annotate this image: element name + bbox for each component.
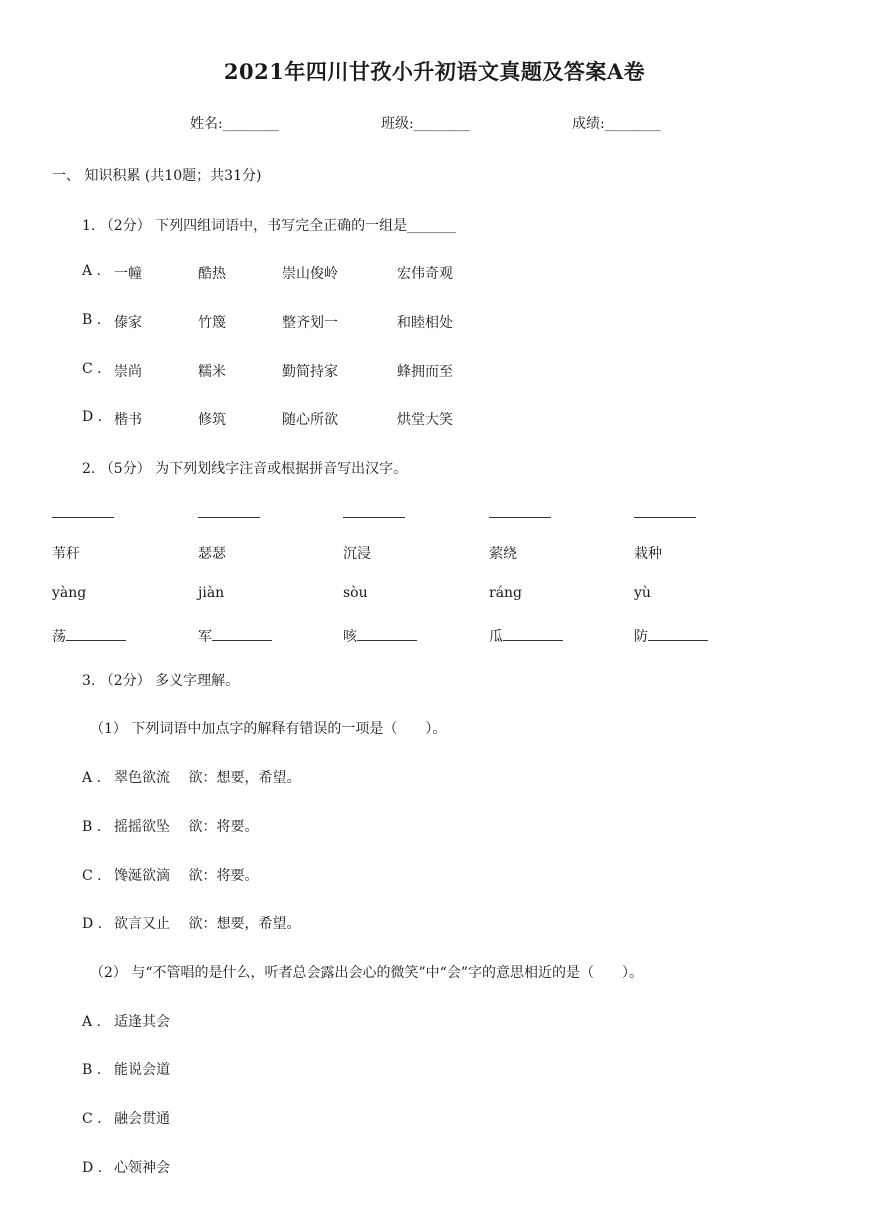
fill-blank	[503, 628, 563, 641]
q2-fill-item	[52, 626, 126, 646]
answer-blank-line	[634, 517, 696, 518]
class-field-label: 班级:________	[381, 116, 470, 132]
option-text: 能说会道	[114, 1062, 170, 1078]
fill-prefix: 军	[198, 629, 212, 645]
fill-blank	[212, 628, 272, 641]
option-word: 宏伟奇观	[397, 266, 453, 282]
answer-blank-line	[489, 517, 551, 518]
option-letter: C .	[82, 361, 102, 377]
q2-word: 萦绕	[489, 546, 517, 562]
option-word: 竹篾	[198, 315, 226, 331]
fill-prefix: 荡	[52, 629, 66, 645]
fill-blank	[66, 628, 126, 641]
option-word: 烘堂大笑	[397, 412, 453, 428]
q2-pinyin: sòu	[343, 585, 368, 601]
q3-sub2-option-c	[82, 1108, 170, 1128]
q2-word: 栽种	[634, 546, 662, 562]
answer-blank-line	[198, 517, 260, 518]
name-field-label: 姓名:________	[190, 116, 279, 132]
q3-sub1-option-a	[82, 767, 300, 787]
answer-blank-line	[343, 517, 405, 518]
fill-prefix: 咳	[343, 629, 357, 645]
q3-sub1-option-b	[82, 816, 258, 836]
q3-sub1-stem: （1） 下列词语中加点字的解释有错误的一项是（ ）。	[90, 721, 447, 737]
option-text: 馋涎欲滴 欲：将要。	[114, 868, 259, 884]
option-letter: B .	[82, 312, 102, 328]
fill-prefix: 瓜	[489, 629, 503, 645]
option-letter: D .	[82, 916, 103, 932]
q2-stem: 2. （5分） 为下列划线字注音或根据拼音写出汉字。	[82, 461, 408, 477]
option-text: 心领神会	[114, 1160, 170, 1176]
q2-pinyin: yàng	[52, 585, 87, 601]
q3-sub1-option-c	[82, 865, 258, 885]
option-letter: A .	[82, 263, 102, 279]
q2-fill-item	[634, 626, 708, 646]
fill-blank	[648, 628, 708, 641]
q2-word: 瑟瑟	[198, 546, 226, 562]
section-heading: 一、 知识积累 (共10题；共31分)	[52, 168, 262, 184]
option-letter: B .	[82, 819, 102, 835]
q2-fill-item	[489, 626, 563, 646]
option-word: 整齐划一	[282, 315, 338, 331]
fill-prefix: 防	[634, 629, 648, 645]
option-word: 酷热	[198, 266, 226, 282]
option-letter: D .	[82, 409, 103, 425]
page-title: 2021年四川甘孜小升初语文真题及答案A卷	[223, 59, 646, 84]
option-word: 傣家	[114, 315, 142, 331]
option-word: 一幢	[114, 266, 142, 282]
option-word: 随心所欲	[282, 412, 338, 428]
option-text: 摇摇欲坠 欲：将要。	[114, 819, 259, 835]
q2-pinyin: yù	[634, 585, 651, 601]
option-word: 修筑	[198, 412, 226, 428]
score-field-label: 成绩:________	[572, 116, 661, 132]
option-word: 和睦相处	[397, 315, 453, 331]
q2-word: 沉浸	[343, 546, 371, 562]
option-word: 糯米	[198, 364, 226, 380]
option-letter: A .	[82, 770, 102, 786]
q3-sub1-option-d	[82, 913, 300, 933]
q3-sub2-option-b	[82, 1059, 170, 1079]
fill-blank	[357, 628, 417, 641]
q3-sub2-option-d	[82, 1157, 170, 1177]
option-letter: B .	[82, 1062, 102, 1078]
q3-sub2-option-a	[82, 1011, 170, 1031]
option-letter: D .	[82, 1160, 103, 1176]
option-text: 适逢其会	[114, 1014, 170, 1030]
q2-fill-item	[198, 626, 272, 646]
option-text: 融会贯通	[114, 1111, 170, 1127]
option-letter: C .	[82, 1111, 102, 1127]
q2-word: 苇秆	[52, 546, 80, 562]
q3-sub2-stem: （2） 与“不管唱的是什么，听者总会露出会心的微笑”中“会”字的意思相近的是（ ）。	[90, 965, 643, 981]
q1-stem: 1. （2分） 下列四组词语中，书写完全正确的一组是_______	[82, 218, 457, 234]
q3-stem: 3. （2分） 多义字理解。	[82, 673, 240, 689]
q2-pinyin: ráng	[489, 585, 523, 601]
option-text: 欲言又止 欲：想要，希望。	[114, 916, 301, 932]
option-word: 崇山俊岭	[282, 266, 338, 282]
option-letter: C .	[82, 868, 102, 884]
option-word: 蜂拥而至	[397, 364, 453, 380]
answer-blank-line	[52, 517, 114, 518]
option-letter: A .	[82, 1014, 102, 1030]
option-word: 楷书	[114, 412, 142, 428]
option-text: 翠色欲流 欲：想要，希望。	[114, 770, 301, 786]
option-word: 崇尚	[114, 364, 142, 380]
q2-pinyin: jiàn	[198, 585, 225, 601]
q2-fill-item	[343, 626, 417, 646]
option-word: 勤简持家	[282, 364, 338, 380]
